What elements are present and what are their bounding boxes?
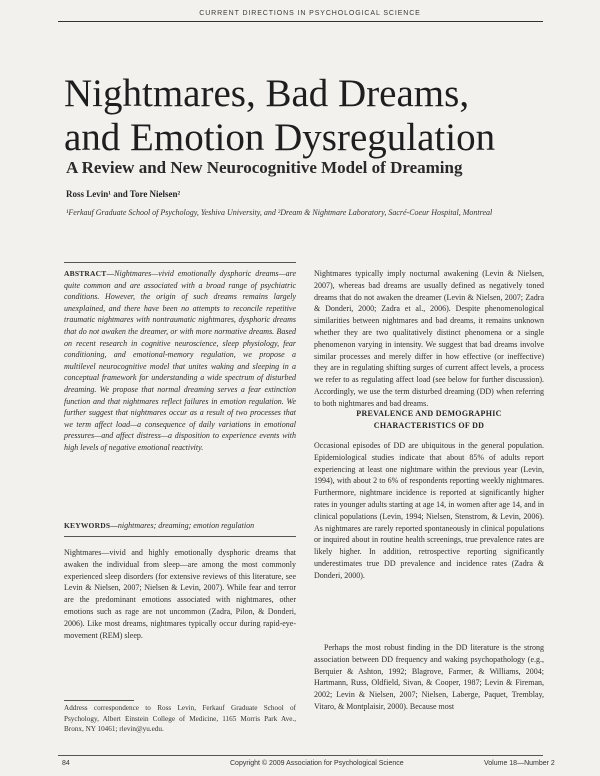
keywords-text: nightmares; dreaming; emotion regulation [117,521,255,530]
body-paragraph-definitions: Nightmares typically imply nocturnal awakening (Levin & Nielsen, 2007), whereas bad dreams are usually defined as negatively toned dreams that do not awaken the dreamer (Levin & Nielsen, 2007; Zadra & Donderi, 2000; Zadra et al., 2006). Despite phenomenological similarities between nightmares and bad dreams, it remains unknown whether they are two qualitatively distinct phenomena or a single phenomenon varying in intensity. We suggest that bad dreams involve similar processes and merely differ in how effective (or ineffective) they are in regulating shifting surges of current affect levels, a process we refer to as regulating affect load (see below for further discussion). Accordingly, we use the term disturbed dreaming (DD) when referring to both nightmares and bad dreams. [314,269,544,408]
page-number: 84 [62,760,70,767]
footnote-rule [64,700,134,701]
section-heading: PREVALENCE AND DEMOGRAPHIC CHARACTERISTICS OF DD [356,409,502,430]
article-subtitle: A Review and New Neurocognitive Model of Dreaming [66,158,463,177]
running-head: CURRENT DIRECTIONS IN PSYCHOLOGICAL SCIENCE [199,10,421,17]
keywords [64,521,296,530]
abstract-text: Nightmares—vivid emotionally dysphoric dreams—are quite common and are associated with a broad range of psychiatric conditions. However, the origin of such dreams remains largely unexplained, and there have been no attempts to reconcile repetitive traumatic nightmares with nontraumatic nightmares, dysphoric dreams that do not awaken the dreamer, or with more normative dreams. Based on recent research in cognitive neuroscience, sleep physiology, fear conditioning, and emotional-memory regulation, we propose a multilevel neurocognitive model that unites waking and sleeping in a conceptual framework for understanding a wide spectrum of disturbed dreaming. We propose that normal dreaming serves a fear extinction function and that nightmares reflect failures in emotion regulation. We further suggest that nightmares occur as a result of two processes that we term affect load—a consequence of daily variations in emotional pressures—and affect distress—a disposition to experience events with high levels of negative emotional reactivity. [64,269,296,452]
header-rule [58,21,543,22]
body-paragraph-intro: Nightmares—vivid and highly emotionally dysphoric dreams that awaken the individual from sleep—are among the most commonly experienced sleep disorders (for extensive reviews of this literature, see Levin & Nielsen, 2007; Nielsen & Levin, 2007). While fear and terror are the predominant emotions associated with nightmares, other emotions such as rage are not uncommon (Zadra, Pilon, & Donderi, 2006). Like most dreams, nightmares typically occur during rapid-eye-movement (REM) sleep. [64,548,296,640]
keywords-label: KEYWORDS— [64,521,118,530]
footer-rule [58,755,543,756]
author-list: Ross Levin¹ and Tore Nielsen² [66,189,181,199]
abstract [64,268,296,454]
copyright-line: Copyright © 2009 Association for Psychological Science [230,760,404,767]
body-paragraph-psychopathology: Perhaps the most robust finding in the DD literature is the strong association between DD frequency and waking psychopathology (e.g., Berquier & Ashton, 1992; Blagrove, Farmer, & Williams, 2004; Hartmann, Russ, Oldfield, Sivan, & Cooper, 1987; Levin & Fireman, 2002; Levin & Nielsen, 2007; Nielsen, Laberge, Paquet, Tremblay, Vitaro, & Montplaisir, 2000). Because most [314,643,544,711]
keywords-rule [64,536,296,537]
abstract-label: ABSTRACT— [64,269,115,278]
article-title: Nightmares, Bad Dreams, and Emotion Dysregulation [64,72,496,159]
abstract-top-rule [64,262,296,263]
volume-info: Volume 18—Number 2 [484,760,555,767]
author-affiliations: ¹Ferkauf Graduate School of Psychology, Yeshiva University, and ²Dream & Nightmare Laboratory, Sacré-Coeur Hospital, Montreal [66,208,493,217]
correspondence-footnote: Address correspondence to Ross Levin, Ferkauf Graduate School of Psychology, Albert Einstein College of Medicine, 1165 Morris Park Ave., Bronx, NY 10461; rlevin@yu.edu. [64,704,296,734]
body-paragraph-prevalence: Occasional episodes of DD are ubiquitous in the general population. Epidemiological studies indicate that about 85% of adults report experiencing at least one nightmare within the previous year (Levin, 1994), with about 2 to 6% of respondents reporting weekly nightmares. Furthermore, nightmare incidence is reported at significantly higher rates in younger adults starting at age 14, in women after age 14, and in clinical populations (Levin, 1994; Nielsen, Stenstrom, & Levin, 2006). As nightmares are rarely reported spontaneously in clinical populations or inquired about in routine health screenings, true prevalence rates are likely higher. In addition, retrospective reporting significantly underestimates true DD prevalence and incidence rates (Zadra & Donderi, 2000). [314,441,544,580]
